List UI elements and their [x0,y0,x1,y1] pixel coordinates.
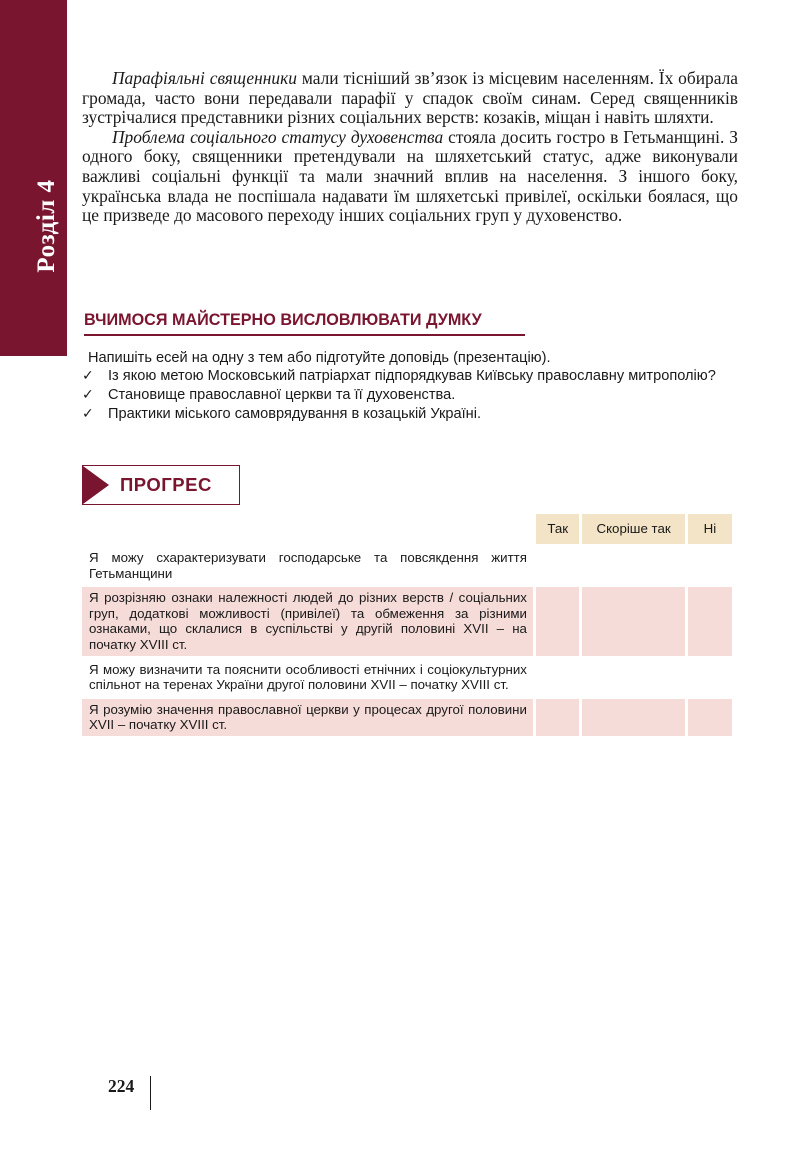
table-row [82,699,732,739]
answer-cell-rather-yes[interactable] [582,699,684,739]
paragraph-parish-priests [82,69,738,128]
essay-topic-list [82,368,738,423]
essay-topic-item [82,387,738,404]
answer-cell-no[interactable] [688,547,732,587]
answer-cell-no[interactable] [688,699,732,739]
table-header-row [82,514,732,547]
check-mark-icon: ✓ [82,368,94,384]
chapter-tab [0,0,67,356]
progress-heading-box [82,465,240,505]
body-text [82,69,738,226]
paragraph-text: мали тісніший зв’язок із місцевим населенням. Їх обирала громада, часто вони передавали парафії у спадок своїм синам. Серед священників зустрічалися представники різних соціальних верств: козаків, міщан і навіть шляхти. [82,68,738,128]
answer-cell-no[interactable] [688,659,732,699]
essay-task-block [82,350,738,425]
table-row [82,659,732,699]
column-header-no: Ні [688,514,732,547]
answer-cell-yes[interactable] [536,587,580,658]
essay-topic-text: Із якою метою Московський патріархат підпорядкував Київську православну митрополію? [108,368,716,384]
paragraph-clergy-status [82,128,738,226]
statement-cell: Я можу схарактеризувати господарське та повсякдення життя Гетьманщини [82,547,533,587]
table-row [82,547,732,587]
answer-cell-yes[interactable] [536,699,580,739]
paragraph-lead-italic: Парафіяльні священники [112,68,297,88]
statement-cell: Я можу визначити та пояснити особливості етнічних і соціокультурних спільнот на теренах України другої половини XVII – початку XVIII ст. [82,659,533,699]
table-row [82,587,732,658]
statement-cell: Я розрізняю ознаки належності людей до різних верств / соціальних груп, додаткові можливості (привілеї) та обмеження за різними ознаками, що склалися в суспільстві у другій половині XVII – на початку XVIII ст. [82,587,533,658]
answer-cell-yes[interactable] [536,659,580,699]
essay-topic-text: Практики міського самоврядування в козацькій Україні. [108,406,482,422]
check-mark-icon: ✓ [82,387,94,403]
answer-cell-yes[interactable] [536,547,580,587]
essay-topic-text: Становище православної церкви та її духовенства. [108,387,456,403]
column-header-rather-yes: Скоріше так [582,514,684,547]
statement-cell: Я розумію значення православної церкви у процесах другої половини XVII – початку XVIII ст. [82,699,533,739]
progress-self-assessment-table [79,514,735,739]
progress-heading: ПРОГРЕС [120,474,212,495]
paragraph-lead-italic: Проблема соціального статусу духовенства [112,126,444,147]
section-title-underline [84,334,525,336]
arrow-right-icon [83,466,109,504]
task-intro: Напишіть есей на одну з тем або підготуйте доповідь (презентацію). [88,350,551,366]
check-mark-icon: ✓ [82,406,94,422]
essay-topic-item [82,406,738,423]
page-number-divider [150,1076,151,1110]
paragraph-text: стояла досить гостро в Гетьманщині. З одного боку, священники претендували на шляхетський статус, адже виконували важливі соціальні функції та мали значний вплив на населення. З іншого боку, українська влада не поспішала надавати їм шляхетські привілеї, оскільки боялася, що це призведе до масового переходу інших соціальних груп у духовенство. [82,126,739,226]
page-number: 224 [108,1076,135,1096]
chapter-tab-label: Розділ 4 [33,179,60,273]
column-header-yes: Так [536,514,580,547]
section-title: ВЧИМОСЯ МАЙСТЕРНО ВИСЛОВЛЮВАТИ ДУМКУ [84,311,482,329]
answer-cell-rather-yes[interactable] [582,659,684,699]
answer-cell-rather-yes[interactable] [582,587,684,658]
answer-cell-no[interactable] [688,587,732,658]
answer-cell-rather-yes[interactable] [582,547,684,587]
header-blank-cell [82,514,533,547]
essay-topic-item [82,368,738,385]
